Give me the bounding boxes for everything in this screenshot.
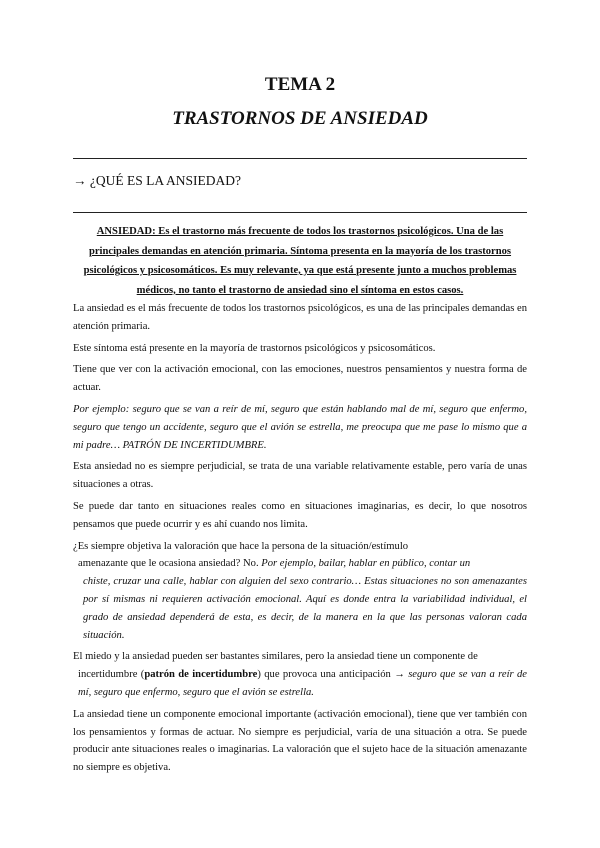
question-continuation	[73, 555, 527, 573]
uncertainty-text-mid: ) que provoca una anticipación	[257, 669, 391, 681]
paragraph: Tiene que ver con la activación emocional, con las emociones, nuestros pensamientos y nuestra forma de actuar.	[73, 364, 527, 394]
question-example-continued: chiste, cruzar una calle, hablar con alguien del sexo contrario… Estas situaciones no son amenazantes por sí mismas ni requieren activación emocional. Aquí es donde entra la variabilidad individual, el grado de ansiedad dependerá de esta, es decir, de la manera en la que las personas valoran cada situación.	[83, 576, 527, 641]
question-line: ¿Es siempre objetiva la valoración que hace la persona de la situación/estímulo	[73, 540, 409, 552]
page-title: TEMA 2	[264, 74, 336, 95]
question-example: Por ejemplo, bailar, hablar en público, contar un	[261, 558, 471, 570]
body-text	[73, 300, 527, 781]
arrow-icon: →	[73, 173, 87, 188]
paragraph: La ansiedad tiene un componente emocional importante (activación emocional), tiene que ver también con los pensamientos y formas de actuar. No siempre es perjudicial, varía de una situación a otra. Se puede producir ante situaciones reales o imaginarias. La valoración que el sujeto hace de la situación amenazante no siempre es objetiva.	[73, 708, 527, 774]
arrow-icon: →	[394, 669, 405, 681]
section-heading	[73, 173, 241, 189]
uncertainty-text: incertidumbre (	[78, 669, 145, 681]
uncertainty-pattern: patrón de incertidumbre	[144, 669, 258, 681]
summary-definition: ANSIEDAD: Es el trastorno más frecuente de todos los trastornos psicológicos. Una de las principales demandas en atención primaria. Síntoma presenta en la mayoría de los trastornos psicológicos y psicosomáticos. Es muy relevante, ya que está presente junto a muchos problemas médicos, no tanto el trastorno de ansiedad sino el síntoma en estos casos.	[83, 226, 517, 296]
section-question: ¿QUÉ ES LA ANSIEDAD?	[89, 173, 241, 188]
page-subtitle: TRASTORNOS DE ANSIEDAD	[172, 108, 428, 129]
example-paragraph: Por ejemplo: seguro que se van a reír de mí, seguro que están hablando mal de mí, seguro que enfermo, seguro que tengo un accidente, seguro que el avión se estrella, me preocupa que me pase lo mismo que a mi padre… PATRÓN DE INCERTIDUMBRE.	[73, 403, 527, 451]
paragraph: Esta ansiedad no es siempre perjudicial, se trata de una variable relativamente estable, pero varía de unas situaciones a otras.	[73, 461, 527, 491]
paragraph: El miedo y la ansiedad pueden ser bastantes similares, pero la ansiedad tiene un componente de	[73, 651, 478, 663]
uncertainty-paragraph	[73, 666, 527, 702]
paragraph: Se puede dar tanto en situaciones reales como en situaciones imaginarias, es decir, lo que nosotros pensamos que puede ocurrir y es ahí cuando nos limita.	[73, 500, 527, 530]
divider-bottom	[73, 212, 527, 213]
divider-top	[73, 158, 527, 159]
paragraph: La ansiedad es el más frecuente de todos los trastornos psicológicos, es una de las principales demandas en atención primaria.	[73, 303, 527, 332]
question-answer: amenazante que le ocasiona ansiedad? No.	[78, 558, 259, 570]
paragraph: Este síntoma está presente en la mayoría de trastornos psicológicos y psicosomáticos.	[73, 342, 436, 354]
uncertainty-examples: seguro que se van a reír de mí, seguro que enfermo, seguro que el avión se estrella.	[78, 669, 528, 698]
